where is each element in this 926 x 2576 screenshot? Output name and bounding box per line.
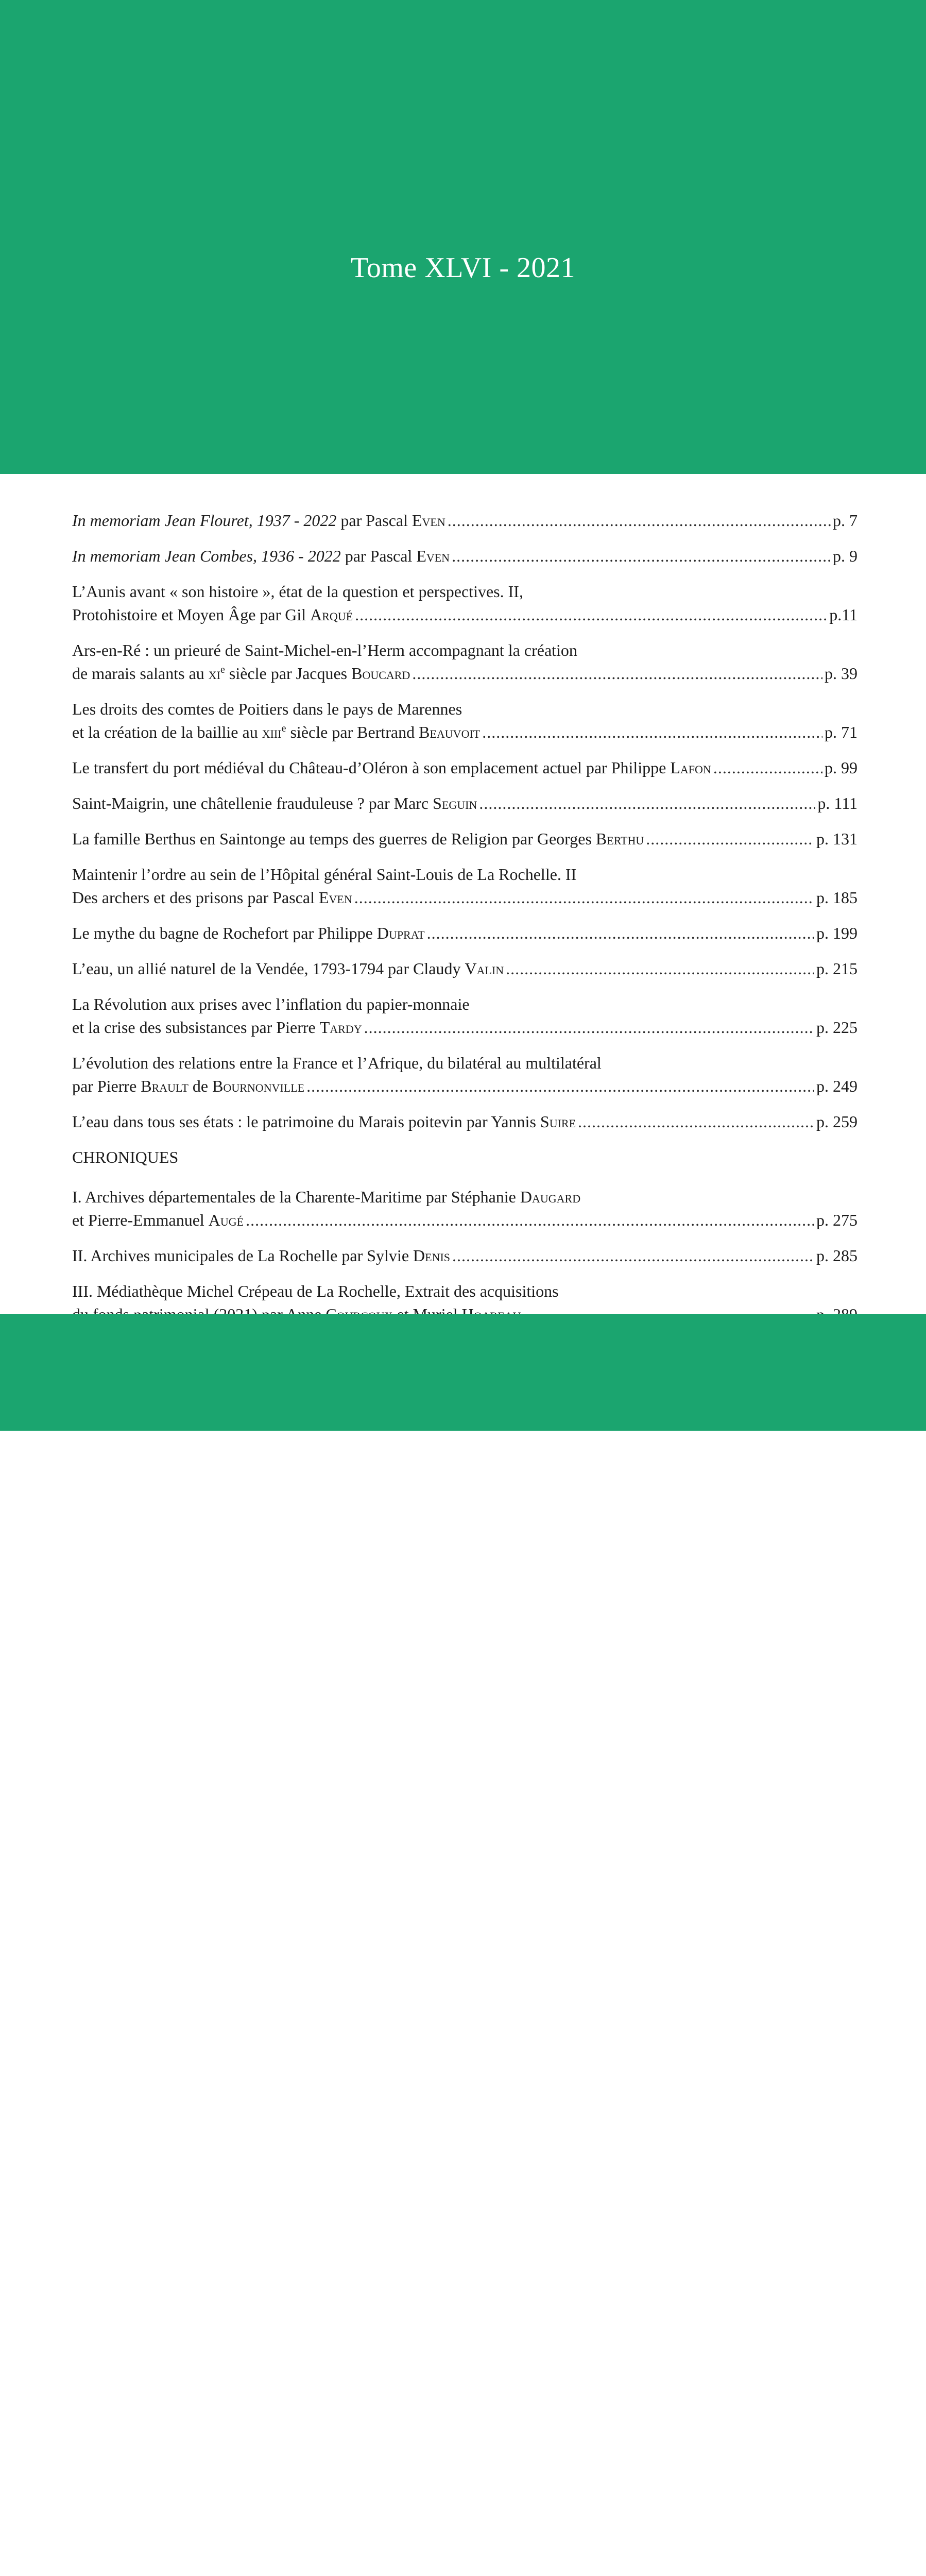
entry-text: e	[281, 723, 286, 734]
page-number: p. 249	[816, 1077, 858, 1095]
toc-entry-line	[72, 698, 858, 721]
leader-dots	[246, 1209, 814, 1232]
page-number: p. 199	[816, 924, 858, 942]
leader-dots	[355, 603, 827, 626]
entry-text: Saint-Maigrin, une châtellenie frauduleuse ? par Marc	[72, 794, 433, 812]
author-surname: Beauvoit	[419, 723, 481, 741]
toc-entry-text	[72, 922, 425, 945]
toc-entry-text	[72, 1209, 244, 1232]
leader-dots	[452, 1244, 814, 1267]
toc-entry	[72, 993, 858, 1039]
entry-text: et Pierre-Emmanuel	[72, 1211, 209, 1229]
leader-dots	[713, 756, 822, 779]
leader-dots	[364, 1016, 814, 1039]
toc-entry	[72, 639, 858, 685]
toc-entry-text	[72, 1075, 304, 1098]
toc-entry-last-line	[72, 509, 858, 532]
page-number: p. 185	[816, 888, 858, 907]
toc-entry-last-line	[72, 1075, 858, 1098]
top-green-band	[0, 0, 926, 474]
author-surname: Lafon	[670, 758, 711, 777]
entry-text: par Pascal	[340, 547, 417, 565]
toc-entry-line	[72, 1052, 858, 1075]
toc-entry-text	[72, 662, 410, 685]
author-surname: Berthu	[595, 829, 644, 848]
entry-text: par Pascal	[336, 511, 412, 530]
entry-text: siècle par Bertrand	[286, 723, 419, 741]
toc-entry-last-line	[72, 1110, 858, 1133]
toc-entry-line	[72, 1185, 858, 1209]
entry-text: Ars-en-Ré : un prieuré de Saint-Michel-en-l’Herm accompagnant la création	[72, 641, 577, 659]
author-surname: Seguin	[433, 794, 477, 812]
toc-entry-last-line	[72, 1244, 858, 1267]
toc-entry-text	[72, 957, 504, 980]
author-surname: Even	[412, 511, 445, 530]
toc-entry-text	[72, 827, 644, 851]
entry-text: Protohistoire et Moyen Âge par Gil	[72, 605, 311, 624]
toc-entry-line	[72, 1280, 858, 1303]
entry-text: La famille Berthus en Saintonge au temps des guerres de Religion par Georges	[72, 829, 596, 848]
author-surname: xiii	[262, 723, 282, 741]
author-surname: Bournonville	[212, 1077, 305, 1095]
toc-entry-last-line	[72, 1209, 858, 1232]
entry-text: III. Médiathèque Michel Crépeau de La Rochelle, Extrait des acquisitions	[72, 1282, 559, 1300]
author-surname: Suire	[540, 1112, 576, 1131]
entry-text: de marais salants au	[72, 664, 209, 683]
entry-text: L’Aunis avant « son histoire », état de la question et perspectives. II,	[72, 582, 523, 601]
italic-title-text: In memoriam Jean Flouret, 1937 - 2022	[72, 511, 337, 530]
page-number: p. 111	[817, 794, 858, 812]
italic-title-text: In memoriam Jean Combes, 1936 - 2022	[72, 547, 341, 565]
toc-entry	[72, 698, 858, 744]
leader-dots	[412, 662, 822, 685]
toc-entry	[72, 509, 858, 532]
leader-dots	[452, 545, 831, 568]
entry-text: Maintenir l’ordre au sein de l’Hôpital général Saint-Louis de La Rochelle. II	[72, 865, 577, 884]
entry-text: II. Archives municipales de La Rochelle par Sylvie	[72, 1246, 414, 1265]
bottom-green-band	[0, 1314, 926, 1431]
leader-dots	[448, 509, 831, 532]
page-number: p. 215	[816, 959, 858, 978]
author-surname: Brault	[141, 1077, 188, 1095]
author-surname: Denis	[413, 1246, 451, 1265]
entry-text: L’eau, un allié naturel de la Vendée, 1793-1794 par Claudy	[72, 959, 465, 978]
toc-entry	[72, 827, 858, 851]
page-number: p. 39	[825, 664, 858, 683]
toc-entry-line	[72, 639, 858, 662]
entry-text: Le transfert du port médiéval du Château-d’Oléron à son emplacement actuel par Philippe	[72, 758, 671, 777]
toc-entry-text	[72, 545, 450, 568]
entry-text: et la crise des subsistances par Pierre	[72, 1018, 320, 1037]
articles-list	[72, 509, 858, 1133]
author-surname: Arqué	[310, 605, 353, 624]
toc-entry-last-line	[72, 721, 858, 744]
toc-entry-last-line	[72, 827, 858, 851]
toc-entry-text	[72, 792, 477, 815]
entry-text: Des archers et des prisons par Pascal	[72, 888, 319, 907]
toc-entry-text	[72, 886, 352, 909]
leader-dots	[306, 1075, 814, 1098]
toc-entry-text	[72, 603, 353, 626]
entry-text: L’eau dans tous ses états : le patrimoine du Marais poitevin par Yannis	[72, 1112, 540, 1131]
toc-entry-last-line	[72, 1016, 858, 1039]
author-surname: Augé	[208, 1211, 244, 1229]
page-number: p. 285	[816, 1246, 858, 1265]
toc-entry	[72, 580, 858, 626]
page-number: p. 71	[825, 723, 858, 741]
toc-entry-last-line	[72, 957, 858, 980]
entry-text: par Pierre	[72, 1077, 141, 1095]
toc-entry-text	[72, 756, 711, 779]
leader-dots	[482, 721, 822, 744]
toc-entry	[72, 957, 858, 980]
entry-text: de	[188, 1077, 213, 1095]
toc-entry-last-line	[72, 603, 858, 626]
volume-title: Tome XLVI - 2021	[351, 252, 575, 284]
leader-dots	[646, 827, 814, 851]
page-number: p. 225	[816, 1018, 858, 1037]
author-surname: Tardy	[319, 1018, 362, 1037]
author-surname: Boucard	[351, 664, 410, 683]
toc-entry	[72, 545, 858, 568]
toc-entry-last-line	[72, 922, 858, 945]
page-number: p. 131	[816, 829, 858, 848]
leader-dots	[479, 792, 815, 815]
toc-entry	[72, 1052, 858, 1098]
page-number: p. 259	[816, 1112, 858, 1131]
toc-entry-last-line	[72, 545, 858, 568]
toc-entry	[72, 1185, 858, 1232]
author-surname: Daugard	[520, 1188, 581, 1206]
toc-entry-text	[72, 1110, 576, 1133]
chroniques-heading: CHRONIQUES	[72, 1148, 179, 1166]
toc-entry	[72, 922, 858, 945]
toc-entry	[72, 1110, 858, 1133]
toc-entry-text	[72, 721, 480, 744]
toc-entry	[72, 756, 858, 779]
entry-text: Les droits des comtes de Poitiers dans le pays de Marennes	[72, 700, 462, 718]
entry-text: L’évolution des relations entre la France et l’Afrique, du bilatéral au multilatéral	[72, 1054, 602, 1072]
entry-text: La Révolution aux prises avec l’inflation du papier-monnaie	[72, 995, 470, 1013]
author-surname: Even	[416, 547, 450, 565]
entry-text: siècle par Jacques	[225, 664, 352, 683]
leader-dots	[578, 1110, 814, 1133]
table-of-contents	[72, 509, 858, 1374]
toc-entry	[72, 863, 858, 909]
leader-dots	[354, 886, 814, 909]
author-surname: Even	[318, 888, 352, 907]
page-number: p. 275	[816, 1211, 858, 1229]
toc-entry-line	[72, 863, 858, 886]
toc-entry-last-line	[72, 756, 858, 779]
entry-text: I. Archives départementales de la Charente-Maritime par Stéphanie	[72, 1188, 520, 1206]
entry-text: et la création de la baillie au	[72, 723, 262, 741]
toc-entry	[72, 1244, 858, 1267]
leader-dots	[427, 922, 814, 945]
author-surname: xi	[208, 664, 221, 683]
toc-entry-text	[72, 509, 445, 532]
toc-entry-last-line	[72, 662, 858, 685]
page-number: p. 9	[833, 547, 858, 565]
author-surname: Duprat	[376, 924, 425, 942]
page-number: p.11	[829, 605, 858, 624]
entry-text: Le mythe du bagne de Rochefort par Philippe	[72, 924, 377, 942]
toc-entry-last-line	[72, 792, 858, 815]
toc-entry-text	[72, 1016, 362, 1039]
page-number: p. 99	[825, 758, 858, 777]
page-number: p. 7	[833, 511, 858, 530]
entry-text: e	[220, 664, 225, 675]
toc-entry-line	[72, 580, 858, 603]
toc-entry-text	[72, 1244, 450, 1267]
toc-entry	[72, 792, 858, 815]
toc-entry-last-line	[72, 886, 858, 909]
toc-entry-line	[72, 993, 858, 1016]
author-surname: Valin	[465, 959, 504, 978]
leader-dots	[506, 957, 814, 980]
